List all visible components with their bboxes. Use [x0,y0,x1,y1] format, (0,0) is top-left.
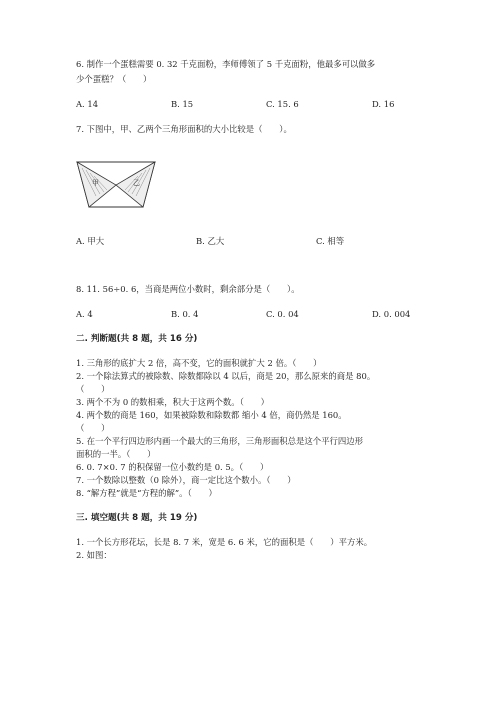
judgement-line: 5. 在一个平行四边形内画一个最大的三角形，三角形面积总是这个平行四边形 [76,436,364,446]
question-7-option-b: B. 乙大 [196,236,225,246]
judgement-line: 8. “解方程”就是“方程的解”。（ ） [76,488,217,498]
question-6-option-d: D. 16 [372,99,395,109]
question-7-option-c: C. 相等 [316,236,345,246]
question-6-text-line1: 6. 制作一个蛋糕需要 0. 32 千克面粉，李师傅领了 5 千克面粉，他最多可以做多 [76,59,376,69]
fill-blank-line: 2. 如图： [76,550,112,560]
question-7-option-a: A. 甲大 [76,236,105,246]
section-2-title: 二. 判断题(共 8 题，共 16 分) [76,334,198,344]
question-6-option-b: B. 15 [171,99,194,109]
fill-blank-line: 1. 一个长方形花坛，长是 8. 7 米，宽是 6. 6 米，它的面积是（ ）平方米。 [76,537,373,547]
question-6-option-a: A. 14 [76,99,99,109]
judgement-line: （ ） [76,384,110,394]
judgement-line: 面积的一半。（ ） [76,449,156,459]
section-3-title: 三. 填空题(共 8 题，共 19 分) [76,513,198,523]
question-6-text-line2: 少个蛋糕？（ ） [76,74,152,84]
label-jia: 甲 [92,179,99,187]
judgement-line: 7. 一个数除以整数（0 除外），商一定比这个数小。（ ） [76,475,296,485]
question-6-option-c: C. 15. 6 [266,99,299,109]
judgement-line: （ ） [76,423,110,433]
question-7-text: 7. 下图中，甲、乙两个三角形面积的大小比较是（ ）。 [76,124,292,134]
question-8-option-a: A. 4 [76,309,93,319]
judgement-line: 3. 两个不为 0 的数相乘，积大于这两个数。（ ） [76,397,269,407]
trapezoid-triangles-figure [76,156,156,211]
judgement-line: 6. 0. 7×0. 7 的积保留一位小数约是 0. 5。（ ） [76,462,269,472]
judgement-line: 1. 三角形的底扩大 2 倍，高不变，它的面积就扩大 2 倍。（ ） [76,358,322,368]
judgement-line: 2. 一个除法算式的被除数、除数都除以 4 以后，商是 20，那么原来的商是 80。 [76,371,376,381]
question-8-option-b: B. 0. 4 [171,309,199,319]
label-yi: 乙 [133,179,140,187]
question-8-option-d: D. 0. 004 [372,309,411,319]
question-8-text: 8. 11. 56÷0. 6，当商是两位小数时，剩余部分是（ ）。 [76,284,300,294]
judgement-line: 4. 两个数的商是 160，如果被除数和除数都 缩小 4 倍，商仍然是 160。 [76,410,347,420]
question-8-option-c: C. 0. 04 [266,309,299,319]
